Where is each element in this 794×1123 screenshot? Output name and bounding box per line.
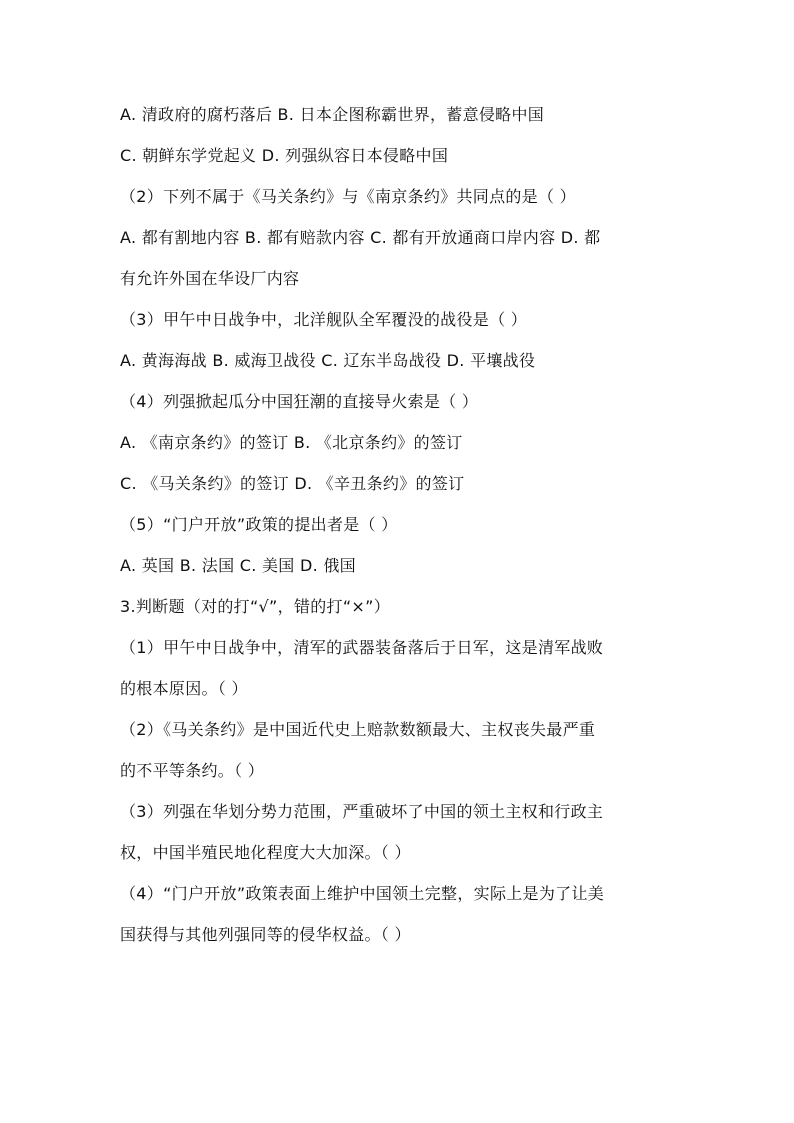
tf4-line1: （4）“门户开放”政策表面上维护中国领土完整，实际上是为了让美 [120,884,605,903]
tf3-line1: （3）列强在华划分势力范围，严重破坏了中国的领土主权和行政主 [120,802,604,821]
q4-options-cd: C. 《马关条约》的签订 D. 《辛丑条约》的签订 [120,474,465,493]
tf1-line1: （1）甲午中日战争中，清军的武器装备落后于日军，这是清军战败 [120,638,604,657]
tf1-line2: 的根本原因。（ ） [120,679,248,698]
q4-options-ab: A. 《南京条约》的签订 B. 《北京条约》的签订 [120,433,463,452]
section3-heading: 3.判断题（对的打“√”，错的打“×”） [120,597,391,616]
q2-options-line1: A. 都有割地内容 B. 都有赔款内容 C. 都有开放通商口岸内容 D. 都 [120,228,601,247]
document-page [120,103,680,947]
q1-options-cd: C. 朝鲜东学党起义 D. 列强纵容日本侵略中国 [120,146,449,165]
q2-stem: （2）下列不属于《马关条约》与《南京条约》共同点的是（ ） [120,187,576,206]
q4-stem: （4）列强掀起瓜分中国狂潮的直接导火索是（ ） [120,392,479,411]
tf4-line2: 国获得与其他列强同等的侵华权益。（ ） [120,925,411,944]
q5-stem: （5）“门户开放”政策的提出者是（ ） [120,515,398,534]
q3-options: A. 黄海海战 B. 威海卫战役 C. 辽东半岛战役 D. 平壤战役 [120,351,536,370]
tf3-line2: 权，中国半殖民地化程度大大加深。（ ） [120,843,411,862]
tf2-line1: （2）《马关条约》是中国近代史上赔款数额最大、主权丧失最严重 [120,720,596,739]
tf2-line2: 的不平等条约。（ ） [120,761,265,780]
q3-stem: （3）甲午中日战争中，北洋舰队全军覆没的战役是（ ） [120,310,528,329]
q1-options-ab: A. 清政府的腐朽落后 B. 日本企图称霸世界，蓄意侵略中国 [120,105,545,124]
q2-options-line2: 有允许外国在华设厂内容 [120,269,300,288]
q5-options: A. 英国 B. 法国 C. 美国 D. 俄国 [120,556,356,575]
